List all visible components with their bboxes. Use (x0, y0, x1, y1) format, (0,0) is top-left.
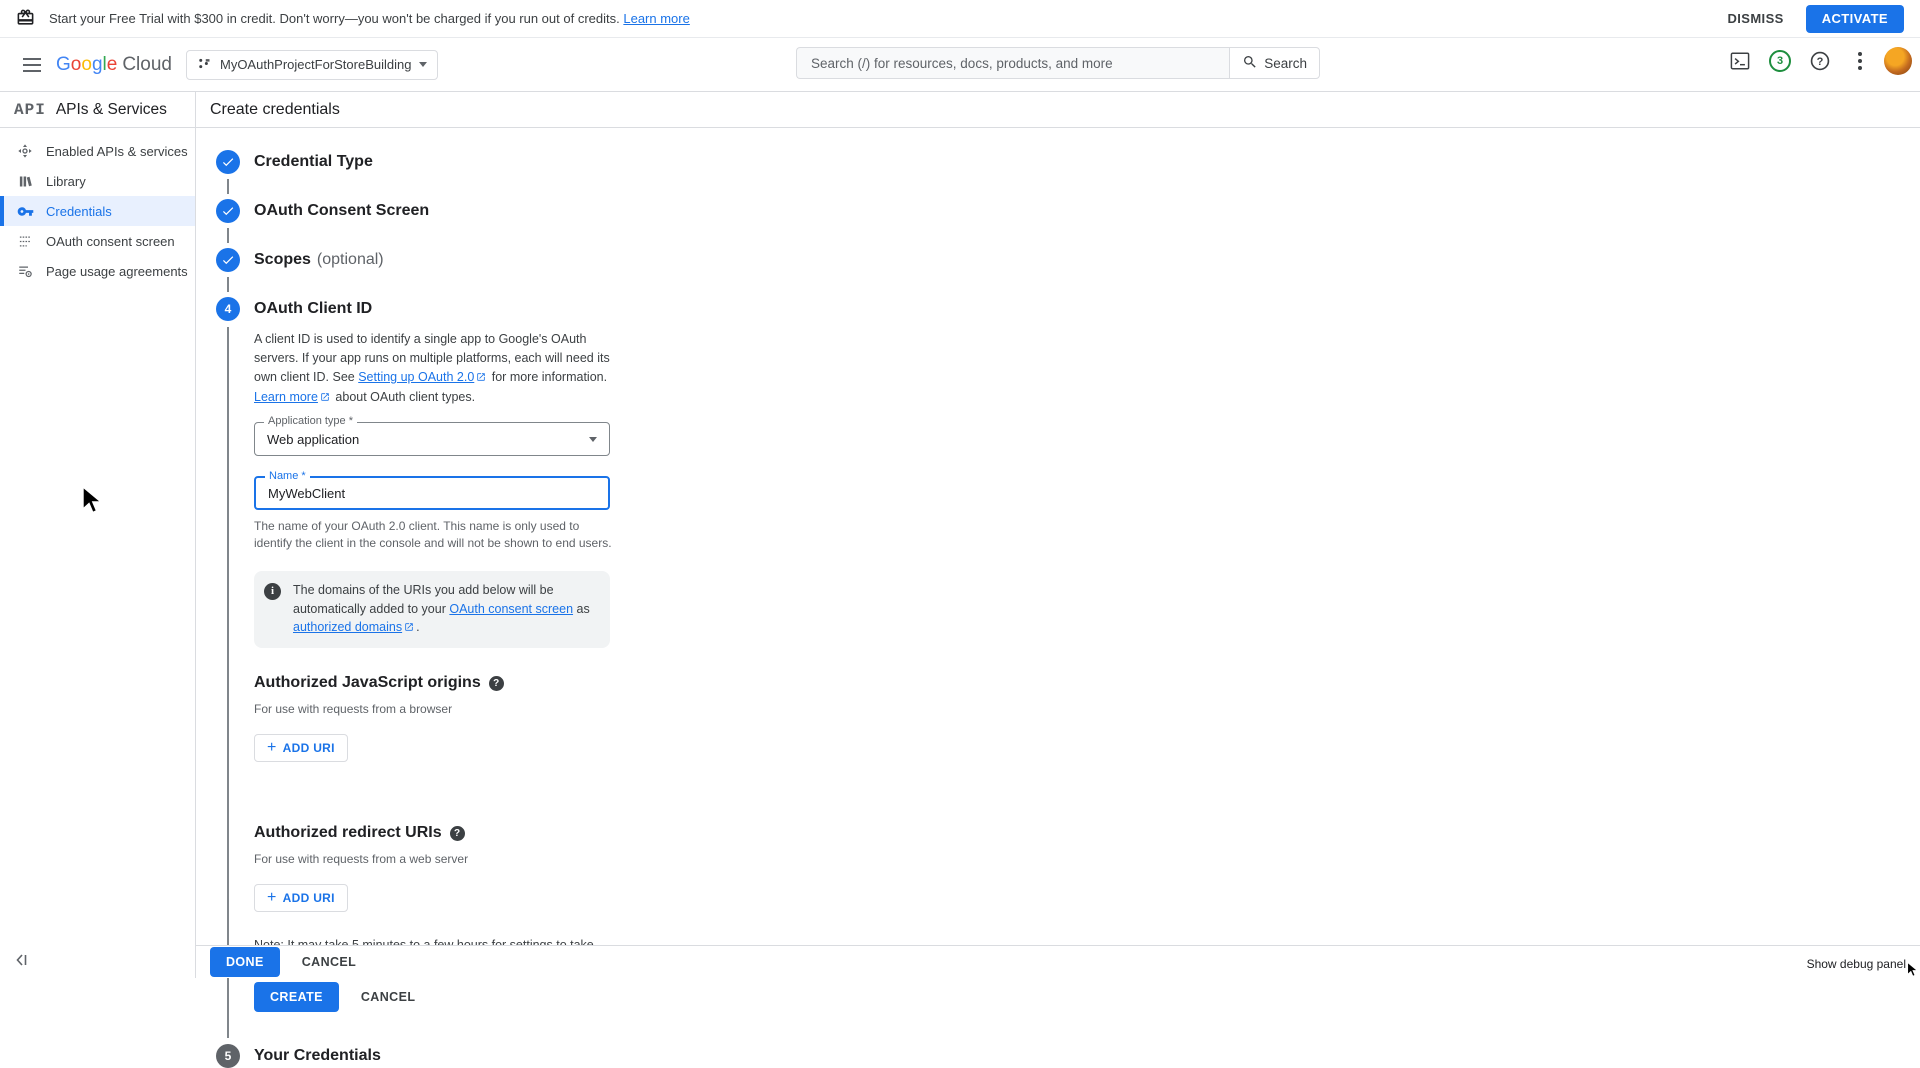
consent-screen-icon (16, 234, 34, 249)
step-scopes[interactable]: Scopes (optional) (216, 248, 1920, 272)
help-icon[interactable]: ? (450, 826, 465, 841)
search-icon (1242, 54, 1258, 73)
done-button[interactable]: DONE (210, 947, 280, 977)
cancel-button[interactable]: CANCEL (349, 990, 427, 1004)
sidebar-title: APIs & Services (55, 100, 167, 118)
sidebar-item-library[interactable]: Library (0, 166, 195, 196)
api-logo: API (14, 100, 46, 119)
trial-banner (0, 0, 1920, 38)
info-icon: i (264, 583, 281, 600)
redirect-uris-heading: Authorized redirect URIs (254, 824, 442, 842)
step-oauth-client-id (216, 297, 1920, 1038)
more-options-icon[interactable] (1844, 45, 1876, 77)
activate-button[interactable]: ACTIVATE (1806, 5, 1904, 33)
search-input[interactable] (796, 47, 1229, 79)
client-name-field: Name * MyWebClient (254, 476, 610, 510)
show-debug-panel-link[interactable]: Show debug panel (1806, 957, 1906, 971)
step-check-icon (216, 150, 240, 174)
step-check-icon (216, 248, 240, 272)
sidebar-item-enabled-apis[interactable]: Enabled APIs & services (0, 136, 195, 166)
footer-bar (196, 945, 1920, 978)
library-icon (16, 174, 34, 189)
step-your-credentials[interactable]: 5 Your Credentials (216, 1044, 1920, 1068)
step-number-badge: 4 (216, 297, 240, 321)
redirect-uris-subtext: For use with requests from a web server (254, 852, 469, 867)
search-bar (796, 47, 1320, 79)
key-icon (16, 203, 34, 220)
cloud-shell-icon[interactable] (1724, 45, 1756, 77)
sidebar-header (0, 92, 195, 128)
footer-cancel-button[interactable]: CANCEL (290, 955, 368, 969)
add-js-origin-uri-button[interactable]: + ADD URI (254, 734, 348, 762)
sidebar-nav (0, 128, 195, 286)
external-link-icon (320, 389, 330, 408)
sidebar (0, 92, 196, 978)
add-redirect-uri-button[interactable]: + ADD URI (254, 884, 348, 912)
client-name-helper: The name of your OAuth 2.0 client. This name is only used to identify the client in the console and will not be shown to end users. (254, 519, 612, 551)
external-link-icon (404, 619, 414, 638)
menu-icon[interactable] (12, 45, 52, 85)
page-title: Create credentials (210, 100, 340, 118)
project-name: MyOAuthProjectForStoreBuilding (219, 57, 412, 72)
step-number-badge: 5 (216, 1044, 240, 1068)
client-name-input[interactable] (268, 486, 596, 501)
step-credential-type[interactable]: Credential Type (216, 150, 1920, 174)
domains-info-box: i The domains of the URIs you add below will be automatically added to your OAuth consent screen as authorized domains . (254, 571, 610, 648)
project-icon (197, 56, 212, 74)
notifications-badge[interactable]: 3 (1764, 45, 1796, 77)
help-icon[interactable] (1804, 45, 1836, 77)
search-button[interactable]: Search (1229, 47, 1320, 79)
external-link-icon (476, 369, 486, 388)
dismiss-button[interactable]: DISMISS (1727, 11, 1784, 26)
sidebar-item-oauth-consent[interactable]: OAuth consent screen (0, 226, 195, 256)
create-button[interactable]: CREATE (254, 982, 339, 1012)
learn-more-oauth-link[interactable]: Learn more (254, 390, 318, 404)
project-picker[interactable] (186, 50, 438, 80)
agreements-icon (16, 264, 34, 279)
oauth-consent-screen-link[interactable]: OAuth consent screen (449, 601, 574, 616)
collapse-sidebar-icon[interactable] (8, 950, 34, 972)
gift-icon (16, 8, 35, 30)
application-type-select[interactable]: Application type * Web application (254, 422, 610, 456)
google-cloud-logo: Google Cloud (56, 53, 172, 75)
sidebar-item-page-usage[interactable]: Page usage agreements (0, 256, 195, 286)
step-connector (227, 179, 229, 194)
chevron-down-icon (419, 62, 427, 67)
trial-banner-text: Start your Free Trial with $300 in credit. Don't worry—you won't be charged if you run out of credits. Learn more (49, 11, 690, 26)
dashboard-icon (16, 143, 34, 159)
js-origins-heading: Authorized JavaScript origins (254, 674, 481, 692)
authorized-domains-link[interactable]: authorized domains (293, 620, 403, 635)
step-connector (227, 228, 229, 243)
avatar[interactable] (1884, 47, 1912, 75)
step-oauth-client-id-header[interactable]: OAuth Client ID (254, 300, 373, 317)
svg-text:?: ? (1816, 56, 1824, 69)
chevron-down-icon (589, 437, 597, 442)
step-oauth-consent-screen[interactable]: OAuth Consent Screen (216, 199, 1920, 223)
step-check-icon (216, 199, 240, 223)
app-bar (0, 38, 1920, 92)
js-origins-subtext: For use with requests from a browser (254, 702, 453, 717)
sidebar-item-credentials[interactable]: Credentials (0, 196, 195, 226)
learn-more-link[interactable]: Learn more (623, 11, 690, 26)
credentials-wizard (196, 128, 1920, 1068)
help-icon[interactable]: ? (489, 676, 504, 691)
setting-up-oauth-link[interactable]: Setting up OAuth 2.0 (358, 370, 475, 384)
step-connector (227, 327, 229, 1038)
step-connector (227, 277, 229, 292)
client-id-description: A client ID is used to identify a single app to Google's OAuth servers. If your app runs on multiple platforms, each will need its own client ID. See Setting up OAuth 2.0 for more information. Learn more about OAuth client types. (254, 330, 614, 408)
